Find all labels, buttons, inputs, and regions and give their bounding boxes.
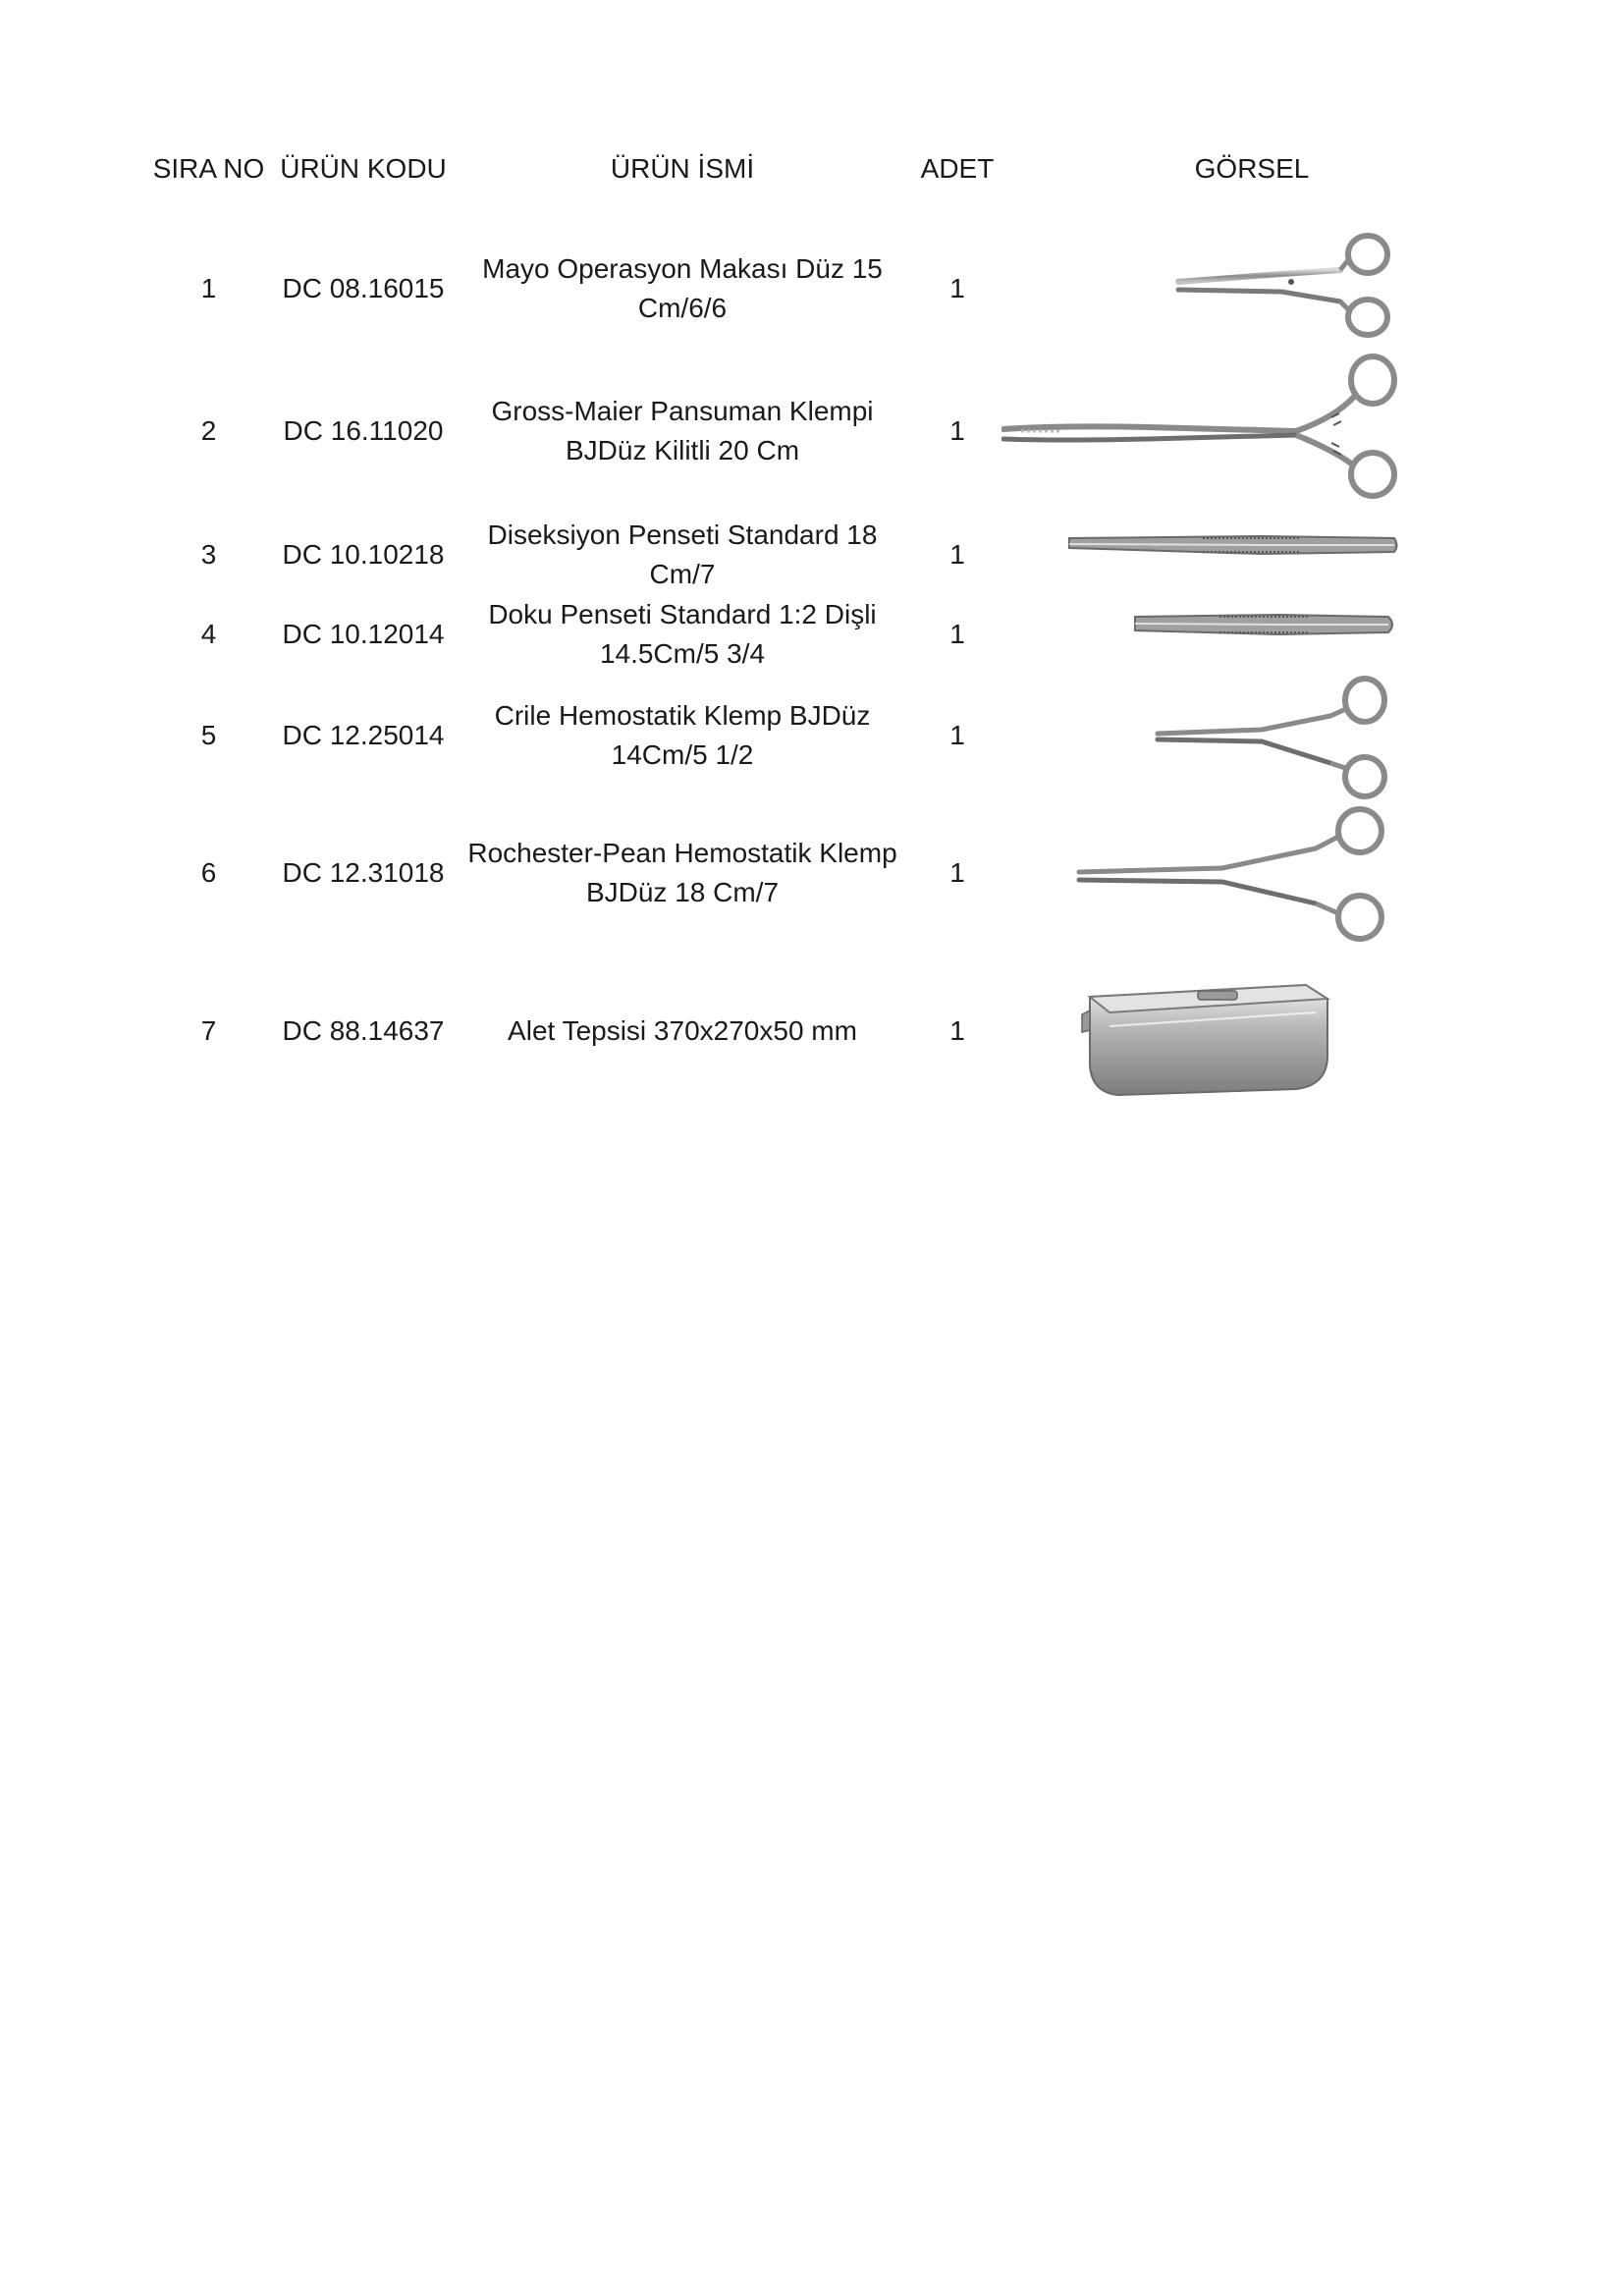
product-quantity: 1	[949, 1015, 965, 1046]
product-name	[457, 595, 908, 674]
dressing-forceps-icon	[1001, 349, 1404, 501]
product-code: DC 88.14637	[282, 1015, 445, 1046]
header-urun-ismi: ÜRÜN İSMİ	[610, 153, 755, 184]
header-sira-no: SIRA NO	[152, 153, 265, 184]
product-name	[457, 834, 908, 912]
row-number: 1	[200, 273, 217, 303]
product-quantity: 1	[949, 619, 965, 649]
product-quantity: 1	[949, 720, 965, 750]
product-name	[457, 1011, 908, 1051]
product-name-line: 14.5Cm/5 3/4	[599, 638, 766, 669]
row-number: 7	[200, 1015, 217, 1046]
row-number: 2	[200, 415, 217, 446]
product-name-line: Mayo Operasyon Makası Düz 15	[482, 253, 883, 284]
product-name-line: Gross-Maier Pansuman Klempi	[491, 396, 874, 426]
product-quantity: 1	[949, 539, 965, 570]
hemostat-icon	[1154, 673, 1399, 800]
product-quantity: 1	[949, 857, 965, 888]
product-name	[457, 249, 908, 328]
header-urun-kodu: ÜRÜN KODU	[280, 153, 447, 184]
dissecting-forceps-icon	[1065, 526, 1399, 566]
row-number: 5	[200, 720, 217, 750]
tissue-forceps-icon	[1131, 607, 1396, 644]
row-number: 6	[200, 857, 217, 888]
product-name-line: Alet Tepsisi 370x270x50 mm	[508, 1015, 857, 1046]
header-gorsel: GÖRSEL	[1194, 153, 1310, 184]
product-name	[457, 696, 908, 775]
product-name-line: Doku Penseti Standard 1:2 Dişli	[488, 599, 877, 629]
product-name-line: 14Cm/5 1/2	[611, 739, 754, 770]
product-code: DC 16.11020	[283, 415, 444, 446]
product-quantity: 1	[949, 273, 965, 303]
product-code: DC 12.25014	[282, 720, 445, 750]
row-number: 3	[200, 539, 217, 570]
product-name-line: Diseksiyon Penseti Standard 18	[487, 519, 878, 550]
scissors-icon	[1173, 231, 1399, 341]
product-name-line: Crile Hemostatik Klemp BJDüz	[494, 700, 871, 731]
product-quantity: 1	[949, 415, 965, 446]
product-code: DC 08.16015	[282, 273, 445, 303]
product-name	[457, 516, 908, 594]
row-number: 4	[200, 619, 217, 649]
product-name-line: Rochester-Pean Hemostatik Klemp	[467, 838, 897, 868]
product-name-line: Cm/7	[649, 559, 716, 589]
instrument-tray-icon	[1070, 967, 1335, 1105]
product-name-line: BJDüz 18 Cm/7	[585, 877, 780, 907]
header-adet: ADET	[920, 153, 995, 184]
product-code: DC 12.31018	[282, 857, 445, 888]
product-name	[457, 392, 908, 470]
hemostat-icon	[1075, 805, 1399, 943]
product-name-line: BJDüz Kilitli 20 Cm	[565, 435, 800, 465]
product-code: DC 10.10218	[282, 539, 445, 570]
product-code: DC 10.12014	[282, 619, 445, 649]
product-name-line: Cm/6/6	[637, 293, 728, 323]
